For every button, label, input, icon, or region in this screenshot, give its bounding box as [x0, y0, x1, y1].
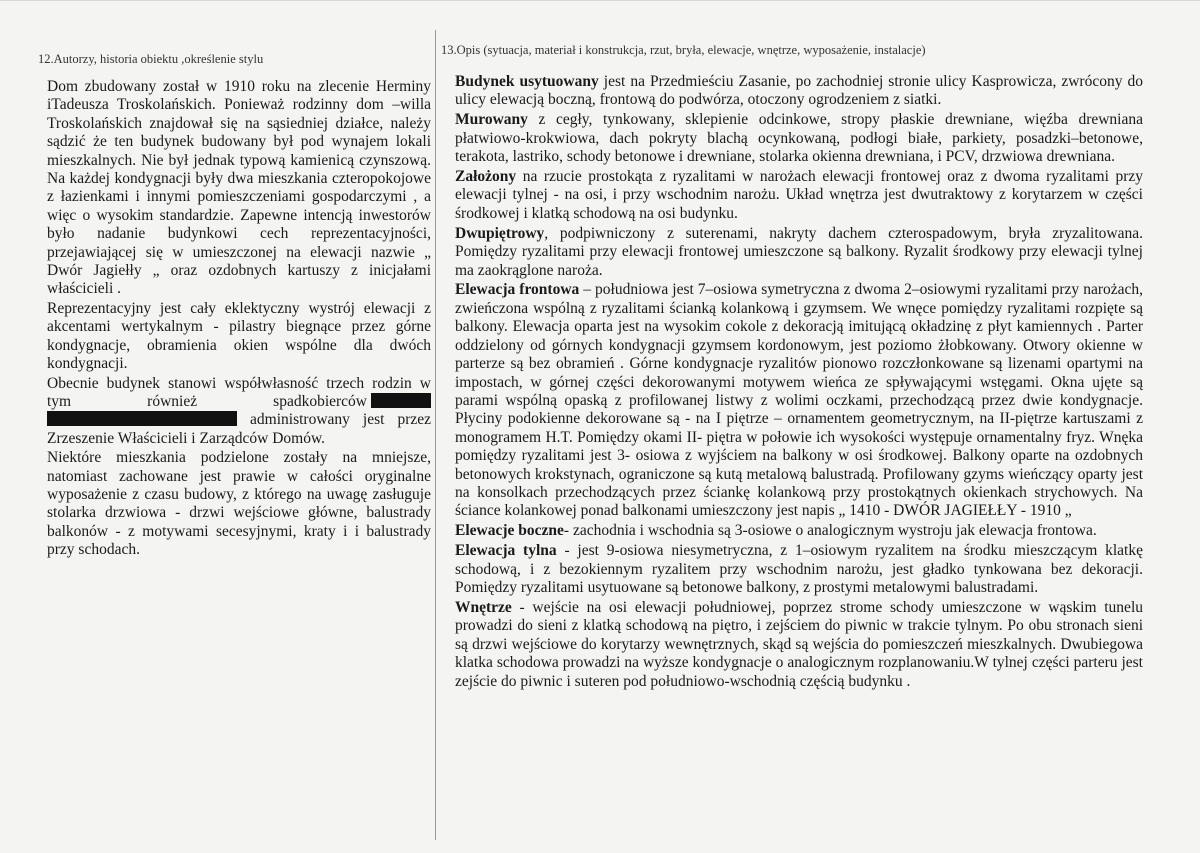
- description-paragraph: [455, 111, 1143, 166]
- left-column-text: [47, 78, 431, 560]
- paragraph-body: , podpiwniczony z suterenami, nakryty dachem czterospadowym, bryła zryzalitowana. Pomiędzy ryzalitami przy elewacji frontowej umieszczone są balkony. Ryzalit środkowy przy elewacji tylnej ma zaokrąglone naroża.: [455, 224, 1143, 279]
- paragraph-lead: Elewacja frontowa: [455, 281, 580, 299]
- paragraph-body: - wejście na osi elewacji południowej, poprzez strome schody umieszczone w wąskim tunelu prowadzi do sieni z klatką schodową na piętro, i zejściem do piwnic w trakcie tylnym. Po obu stronach sieni są drzwi wejściowe do korytarzy wewnętrznych, skąd są wejścia do pomieszczeń mieszkalnych. Dwubiegowa klatka schodowa prowadzi na wyższe kondygnacje o analogicznym rozplanowaniu.W tylnej części parteru jest zejście do piwnic i suteren pod południowo-wschodnią częścią budynku .: [455, 598, 1143, 690]
- paragraph-lead: Założony: [455, 168, 517, 186]
- ownership-text-b: administrowany jest przez Zrzeszenie Właścicieli i Zarządców Domów.: [47, 411, 431, 447]
- paragraph-lead: Elewacja tylna: [455, 542, 557, 560]
- paragraph-lead: Wnętrze: [455, 598, 512, 616]
- column-divider: [435, 30, 436, 840]
- history-paragraph-1: Dom zbudowany został w 1910 roku na zlecenie Herminy iTadeusza Troskolańskich. Ponieważ rodzinny dom –willa Troskolańskich znajdował się na sąsiedniej działce, należy sądzić że ten budynek budowany był pod wynajem lokali mieszkalnych. Nie był jednak typową kamienicą czynszową. Na każdej kondygnacji były dwa mieszkania czteropokojowe z łazienkami i innymi pomieszczeniami gospodarczymi , a więc o wysokim standardzie. Zapewne intencją inwestorów było nadanie budynkowi cech reprezentacyjności, przejawiającej się w umieszczonej na elewacji nazwie „ Dwór Jagiełły „ oraz ozdobnych kartuszy z inicjałami właścicieli .: [47, 78, 431, 298]
- history-paragraph-3: [47, 375, 431, 449]
- paragraph-body: na rzucie prostokąta z ryzalitami w narożach elewacji frontowej oraz z dwoma ryzalitami przy elewacji tylnej - na osi, i przy wschodnim narożu. Układ wnętrza jest dwutraktowy z korytarzem w części środkowej i klatką schodową na osi budynku.: [455, 168, 1143, 222]
- left-column-heading: 12.Autorzy, historia obiektu ,określenie stylu: [38, 52, 264, 66]
- description-paragraph: [455, 73, 1143, 110]
- description-paragraph: [455, 281, 1143, 520]
- ownership-text-a: Obecnie budynek stanowi współwłasność trzech rodzin w tym również spadkobierców: [47, 374, 431, 410]
- description-paragraph: [455, 522, 1143, 540]
- paragraph-lead: Elewacje boczne: [455, 522, 564, 540]
- paragraph-body: jest na Przedmieściu Zasanie, po zachodniej stronie ulicy Kasprowicza, zwrócony do ulicy elewacją boczną, frontową do podwórza, otoczony ogrodzeniem z siatki.: [455, 73, 1143, 109]
- description-paragraph: [455, 542, 1143, 597]
- description-paragraph: [455, 225, 1143, 280]
- description-paragraph: [455, 599, 1143, 691]
- description-paragraph: [455, 168, 1143, 223]
- right-column-heading: 13.Opis (sytuacja, materiał i konstrukcja, rzut, bryła, elewacje, wnętrze, wyposażenie, instalacje): [441, 43, 926, 57]
- right-column-text: [455, 73, 1143, 691]
- paragraph-body: z cegły, tynkowany, sklepienie odcinkowe, stropy płaskie drewniane, więźba drewniana płatwiowo-krokwiowa, dach pokryty blachą ocynkowaną, podłogi białe, parkiety, posadzki–betonowe, terakota, lastriko, schody betonowe i drewniane, stolarka okienna drewniana, i PCV, drzwiowa drewniana.: [455, 111, 1143, 166]
- redaction-bar: [47, 411, 237, 426]
- paragraph-lead: Budynek usytuowany: [455, 73, 599, 90]
- paragraph-body: – południowa jest 7–osiowa symetryczna z dwoma 2–osiowymi ryzalitami przy narożach, zwieńczona wspólną z ryzalitami ścianką kolankową i gzymsem. We wnęce pomiędzy ryzalitami rozpięte są balkony. Elewacja oparta jest na wysokim cokole z dekoracją imitującą okładzinę z płyt kamiennych . Parter oddzielony od górnych kondygnacji gzymsem kordonowym, jest poziomo żłobkowany. Otwory okienne w parterze są bez obramień . Górne kondygnacje ryzalitów pionowo rozczłonkowane są lizenami opartymi na impostach, w górnej części dekorowanymi motywem wieńca ze spływającymi wstęgami. Okna ujęte są parami wspólną opaską z profilowanej listwy z wolimi oczkami, przechodzącą przez dwie kondygnacje. Płyciny podokienne dekorowane są - na I piętrze – ornamentem geometrycznym, na II-piętrze kartuszami z monogramem H.T. Pomiędzy okami II- piętra w połowie ich wysokości występuje ornamentalny fryz. Wnęka pomiędzy ryzalitami jest 3- osiowa z wyjściem na balkony w osi środkowej. Balkony oparte na ozdobnych betonowych krokstynach, ograniczone są kutą metalową balustradą. Profilowany gzyms wieńczący oparty jest na konsolkach przechodzących przez ściankę kolankową przy prostokątnych okienkach strychowych. Na ściance kolankowej ponad balkonami umieszczony jest napis „ 1410 - DWÓR JAGIEŁŁY - 1910 „: [455, 281, 1143, 520]
- redaction-bar: [371, 393, 431, 408]
- history-paragraph-2: Reprezentacyjny jest cały eklektyczny wystrój elewacji z akcentami wertykalnym - pilastry biegnące przez górne kondygnacje, obramienia okien wspólne dla dwóch kondygnacji.: [47, 299, 431, 373]
- paragraph-lead: Dwupiętrowy: [455, 224, 545, 242]
- history-paragraph-4: Niektóre mieszkania podzielone zostały na mniejsze, natomiast zachowane jest prawie w całości oryginalne wyposażenie z czasu budowy, z którego na uwagę zasługuje stolarka drzwiowa - drzwi wejściowe główne, balustrady balkonów - z motywami secesyjnymi, kraty i i balustrady przy schodach.: [47, 449, 431, 559]
- paragraph-lead: Murowany: [455, 111, 528, 129]
- paragraph-body: - zachodnia i wschodnia są 3-osiowe o analogicznym wystroju jak elewacja frontowa.: [563, 522, 1097, 540]
- paragraph-body: - jest 9-osiowa niesymetryczna, z 1–osiowym ryzalitem na środku mieszczącym klatkę schodową, i z bezokiennym ryzalitem przy wschodnim narożu, jest gładko tynkowana bez dekoracji. Pomiędzy ryzalitami usytuowane są betonowe balkony, z prostymi metalowymi balustradami.: [455, 542, 1143, 596]
